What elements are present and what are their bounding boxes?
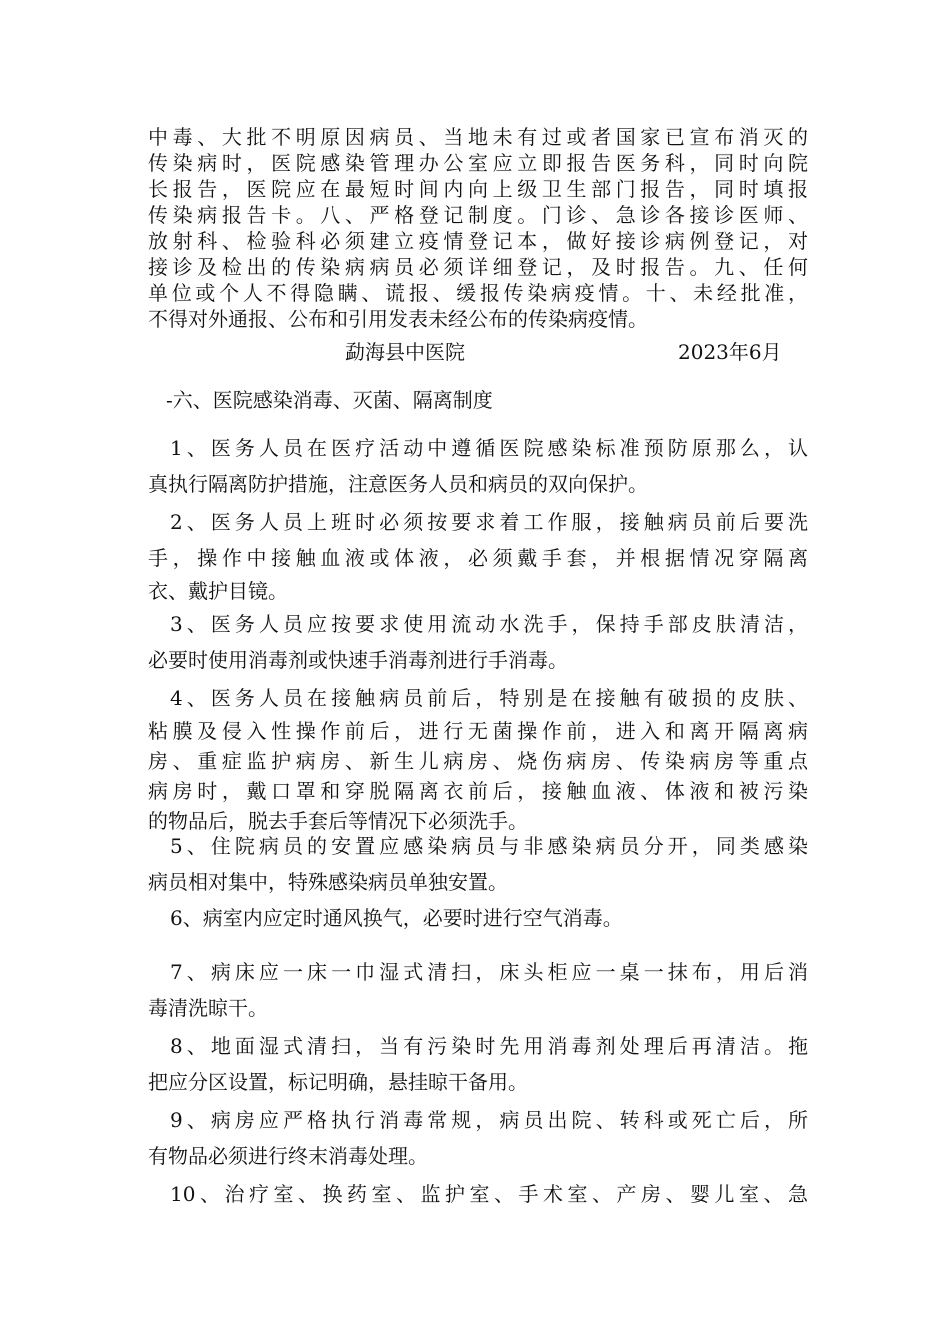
paragraph-line: 病员相对集中，特殊感染病员单独安置。 (148, 870, 508, 894)
paragraph-line: 7、病床应一床一巾湿式清扫，床头柜应一桌一抹布，用后消 (170, 960, 808, 984)
paragraph-line: 10、治疗室、换药室、监护室、手术室、产房、婴儿室、急 (170, 1182, 808, 1206)
paragraph-3 (148, 606, 808, 678)
paragraph-line: 的物品后，脱去手套后等情况下必须洗手。 (148, 809, 528, 833)
paragraph-line: 必要时使用消毒剂或快速手消毒剂进行手消毒。 (148, 648, 568, 672)
signature-org: 勐海县中医院 (345, 340, 465, 364)
paragraph-2 (148, 504, 808, 606)
paragraph-line: 房、重症监护病房、新生儿病房、烧伤病房、传染病房等重点 (148, 749, 808, 773)
paragraph-line: 衣、戴护目镜。 (148, 579, 288, 603)
paragraph-line: 3、医务人员应按要求使用流动水洗手，保持手部皮肤清洁， (170, 612, 808, 636)
paragraph-line: 病房时，戴口罩和穿脱隔离衣前后，接触血液、体液和被污染 (148, 779, 808, 803)
paragraph-6 (148, 900, 808, 936)
paragraph-line: 8、地面湿式清扫，当有污染时先用消毒剂处理后再清洁。拖 (170, 1034, 808, 1058)
paragraph-line: 把应分区设置，标记明确，悬挂晾干备用。 (148, 1070, 528, 1094)
intro-line: 放射科、检验科必须建立疫情登记本，做好接诊病例登记，对 (148, 229, 808, 253)
paragraph-8 (148, 1028, 808, 1100)
intro-text (148, 124, 808, 332)
intro-line: 接诊及检出的传染病病员必须详细登记，及时报告。九、任何 (148, 255, 808, 279)
paragraph-9 (148, 1102, 808, 1174)
paragraph-7 (148, 954, 808, 1026)
intro-line: 中毒、大批不明原因病员、当地未有过或者国家已宣布消灭的 (148, 125, 808, 149)
paragraph-line: 5、住院病员的安置应感染病员与非感染病员分开，同类感染 (170, 834, 808, 858)
paragraph-line: 毒清洗晾干。 (148, 996, 268, 1020)
signature-date: 2023年6月 (678, 340, 782, 364)
paragraph-line: 9、病房应严格执行消毒常规，病员出院、转科或死亡后，所 (170, 1108, 808, 1132)
paragraph-line: 2、医务人员上班时必须按要求着工作服，接触病员前后要洗 (170, 510, 808, 534)
paragraph-line: 4、医务人员在接触病员前后，特别是在接触有破损的皮肤、 (170, 686, 808, 710)
intro-line: 不得对外通报、公布和引用发表未经公布的传染病疫情。 (148, 307, 648, 331)
paragraph-line: 粘膜及侵入性操作前后，进行无菌操作前，进入和离开隔离病 (148, 719, 808, 743)
paragraph-line: 6、病室内应定时通风换气，必要时进行空气消毒。 (170, 906, 623, 930)
paragraph-10 (148, 1176, 808, 1212)
section-heading: -六、医院感染消毒、灭菌、隔离制度 (166, 388, 493, 412)
paragraph-line: 手，操作中接触血液或体液，必须戴手套，并根据情况穿隔离 (148, 546, 808, 570)
intro-line: 单位或个人不得隐瞒、谎报、缓报传染病疫情。十、未经批准， (148, 281, 808, 305)
paragraph-4 (148, 680, 808, 836)
intro-line: 长报告，医院应在最短时间内向上级卫生部门报告，同时填报 (148, 177, 808, 201)
paragraph-line: 有物品必须进行终末消毒处理。 (148, 1144, 428, 1168)
paragraph-1 (148, 430, 808, 502)
intro-line: 传染病报告卡。八、严格登记制度。门诊、急诊各接诊医师、 (148, 203, 808, 227)
paragraph-line: 1、医务人员在医疗活动中遵循医院感染标准预防原那么，认 (170, 436, 808, 460)
paragraph-line: 真执行隔离防护措施，注意医务人员和病员的双向保护。 (148, 472, 648, 496)
intro-line: 传染病时，医院感染管理办公室应立即报告医务科，同时向院 (148, 151, 808, 175)
paragraph-5 (148, 828, 808, 900)
